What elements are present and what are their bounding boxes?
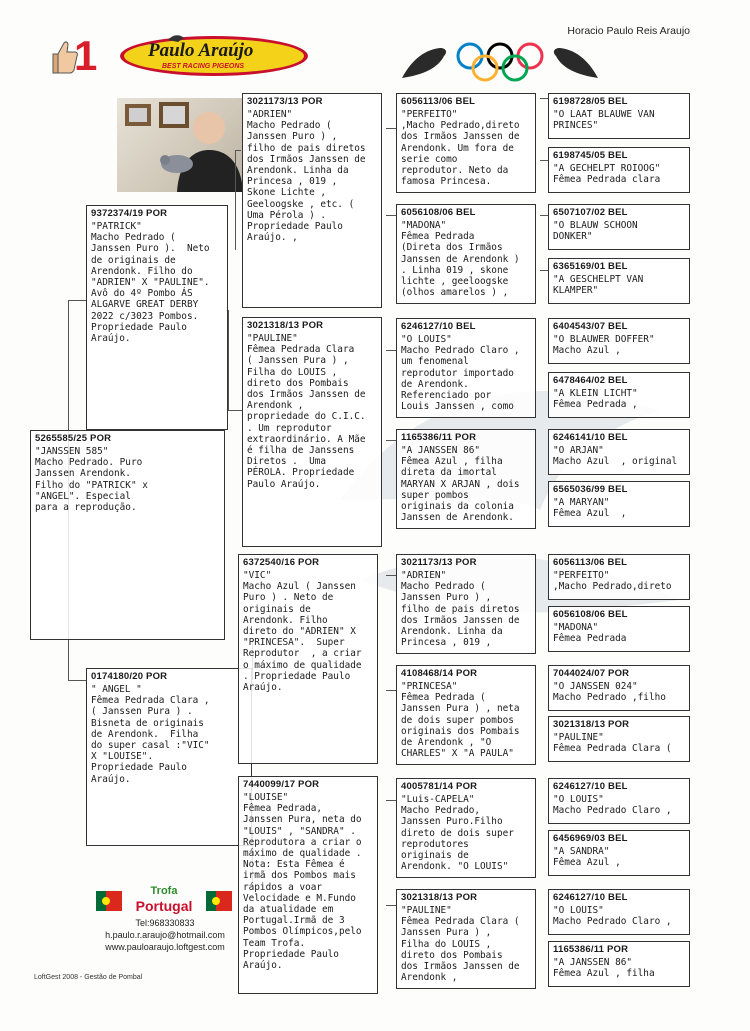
pigeon-description: "JANSSEN 585" Macho Pedrado. Puro Janssen Arendonk. Filho do "PATRICK" x "ANGEL". Especial para a reprodução.	[35, 446, 148, 514]
contact-website: www.pauloaraujo.loftgest.com	[105, 942, 225, 952]
gen5-box	[548, 372, 690, 418]
ring-number: 6056108/06 BEL	[553, 609, 628, 620]
gen3-box	[238, 554, 378, 764]
club-banner	[96, 885, 232, 919]
ring-number: 3021318/13 POR	[401, 892, 478, 903]
ring-number: 6246127/10 BEL	[401, 321, 476, 332]
pigeon-description: "MADONA" Fêmea Pedrada (Direta dos Irmãos Janssen de Arendonk ) . Linha 019 , skone lichte , geeloogske (olhos amarelos ) ,	[401, 220, 520, 299]
connector	[540, 160, 548, 161]
pigeon-description: "A MARYAN" Fêmea Azul ,	[553, 497, 627, 520]
owner-with-pigeon-image	[117, 98, 243, 192]
ring-number: 6372540/16 POR	[243, 557, 320, 568]
pigeon-description: "MADONA" Fêmea Pedrada	[553, 622, 627, 645]
dam-box	[86, 668, 252, 846]
pigeon-description: "O LOUIS" Macho Pedrado Claro ,	[553, 905, 672, 928]
pigeon-description: "VIC" Macho Azul ( Janssen Puro ) . Neto de originais de Arendonk. Filho direto do "ADRIEN" X "PRINCESA". Super Reprodutor , a criar o máximo de qualidade . Propriedade Paulo Araújo.	[243, 570, 362, 694]
olympic-rings-icon	[400, 38, 600, 83]
gen5-box	[548, 204, 690, 250]
pigeon-description: "A GESCHELPT VAN KLAMPER"	[553, 274, 644, 297]
ring-number: 6565036/99 BEL	[553, 484, 628, 495]
gen3-box	[238, 776, 378, 994]
pigeon-left-icon	[402, 48, 446, 78]
ring-number: 3021318/13 POR	[553, 719, 630, 730]
gen5-box	[548, 481, 690, 527]
gen3-box	[242, 93, 382, 308]
gen4-box	[396, 93, 536, 193]
ring-number: 6246141/10 BEL	[553, 432, 628, 443]
ring-number: 4005781/14 POR	[401, 781, 478, 792]
gen4-box	[396, 204, 536, 304]
gen4-box	[396, 778, 536, 878]
club-country: Portugal	[135, 898, 193, 914]
ring-number: 6456969/03 BEL	[553, 833, 628, 844]
pigeon-description: "O BLAUW SCHOON DONKER"	[553, 220, 638, 243]
contact-email: h.paulo.r.araujo@hotmail.com	[105, 930, 225, 940]
pigeon-description: "Luis-CAPELA" Macho Pedrado, Janssen Puro.Filho direto de dois super reprodutores originais de Arendonk. "O LOUIS"	[401, 794, 514, 873]
gen5-box	[548, 716, 690, 762]
pigeon-description: "LOUISE" Fêmea Pedrada, Janssen Pura, neta do "LOUIS" , "SANDRA" . Reprodutora a criar o máximo de qualidade . Nota: Esta Fêmea é irmã dos Pombos mais rápidos a voar Velocidade e M.Fundo da atualidade em Portugal.Irmã de 3 Pombos Olímpicos,pelo Team Trofa. Propriedade Paulo Araújo.	[243, 792, 362, 972]
gen5-box	[548, 941, 690, 987]
rank-one-logo	[52, 32, 102, 79]
ring-number: 6365169/01 BEL	[553, 261, 628, 272]
gen5-box	[548, 429, 690, 475]
pigeon-description: "A JANSSEN 86" Fêmea Azul , filha direta da imortal MARYAN X ARJAN , dois super pombos originais da colonia Janssen de Arendonk.	[401, 445, 520, 524]
gen4-box	[396, 889, 536, 989]
ring-number: 6507107/02 BEL	[553, 207, 628, 218]
ring-number: 4108468/14 POR	[401, 668, 478, 679]
connector	[68, 680, 86, 681]
connector	[68, 300, 86, 301]
ring-number: 6246127/10 BEL	[553, 781, 628, 792]
club-city: Trofa	[150, 885, 178, 897]
ring-number: 1165386/11 POR	[553, 944, 629, 955]
gen5-box	[548, 889, 690, 935]
pigeon-description: "O JANSSEN 024" Macho Pedrado ,filho	[553, 681, 666, 704]
gen4-box	[396, 318, 536, 418]
connector	[540, 215, 548, 216]
sire-box	[86, 205, 228, 430]
brand-name: Paulo Araújo	[148, 40, 254, 61]
connector	[386, 905, 396, 906]
pigeon-description: "O LOUIS" Macho Pedrado Claro , um fenomenal reprodutor importado de Arendonk. Referenciado por Louis Janssen , como	[401, 334, 520, 413]
rank-number: 1	[74, 32, 98, 79]
pigeon-description: "PATRICK" Macho Pedrado ( Janssen Puro ). Neto de originais de Arendonk. Filho do "ADRIEN" X "PAULINE". Avô do 4º Pombo ÁS ALGARVE GREAT DERBY 2022 c/3023 Pombos. Propriedade Paulo Araújo.	[91, 221, 210, 345]
pigeon-description: "A GECHELPT ROIOOG" Fêmea Pedrada clara	[553, 163, 661, 186]
ring-number: 6056113/06 BEL	[401, 96, 476, 107]
gen5-box	[548, 665, 690, 711]
gen5-box	[548, 258, 690, 304]
gen5-box	[548, 830, 690, 876]
ring-number: 0174180/20 POR	[91, 671, 168, 682]
pigeon-description: "PERFEITO" ,Macho Pedrado,direto	[553, 570, 672, 593]
brand-tagline: BEST RACING PIGEONS	[162, 63, 245, 70]
ring-number: 1165386/11 POR	[401, 432, 477, 443]
pigeon-description: "PAULINE" Fêmea Pedrada Clara ( Janssen Pura ) , Filha do LOUIS , direto dos Pombais dos Irmãos Janssen de Arendonk , propriedade do C.I.C. . Um reprodutor extraordinário. A Mãe é filha de Janssens Diretos . Uma PÉROLA. Propriedade Paulo Araújo.	[247, 333, 366, 490]
gen5-box	[548, 606, 690, 652]
connector	[540, 98, 548, 99]
ring-number: 3021173/13 POR	[247, 96, 323, 107]
pigeon-description: "O BLAUWER DOFFER" Macho Azul ,	[553, 334, 655, 357]
pigeon-description: "PAULINE" Fêmea Pedrada Clara (	[553, 732, 672, 755]
gen5-box	[548, 778, 690, 824]
pigeon-description: "PRINCESA" Fêmea Pedrada ( Janssen Pura ) , neta de dois super pombos originais dos Pombais de Arendonk , "O CHARLES" X "A PAULA"	[401, 681, 520, 760]
olympic-pigeons-emblem	[400, 38, 600, 83]
pigeon-description: "A SANDRA" Fêmea Azul ,	[553, 846, 621, 869]
gen4-box	[396, 429, 536, 529]
owner-name: Horacio Paulo Reis Araujo	[567, 25, 690, 37]
pigeon-description: "O ARJAN" Macho Azul , original	[553, 445, 678, 468]
connector	[386, 215, 396, 216]
gen4-box	[396, 665, 536, 765]
pigeon-right-icon	[554, 48, 598, 78]
pigeon-description: "O LOUIS" Macho Pedrado Claro ,	[553, 794, 672, 817]
ring-number: 9372374/19 POR	[91, 208, 168, 219]
pigeon-description: "PERFEITO" ,Macho Pedrado,direto dos Irmãos Janssen de Arendonk. Um fora de serie como reprodutor. Neto da famosa Princesa.	[401, 109, 520, 188]
pigeon-description: "ADRIEN" Macho Pedrado ( Janssen Puro ) , filho de pais diretos dos Irmãos Janssen de Arendonk. Linha da Princesa , 019 ,	[401, 570, 520, 649]
brand-logo	[118, 30, 310, 78]
gen5-box	[548, 318, 690, 364]
pigeon-description: " ANGEL " Fêmea Pedrada Clara , ( Janssen Pura ) . Bisneta de originais de Arendonk. Filha do super casal :"VIC" X "LOUISE". Propriedade Paulo Araújo.	[91, 684, 210, 785]
ring-number: 7044024/07 POR	[553, 668, 630, 679]
pigeon-description: "A KLEIN LICHT" Fêmea Pedrada ,	[553, 388, 638, 411]
ring-number: 3021173/13 POR	[401, 557, 477, 568]
software-footer: LoftGest 2008 - Gestão de Pombal	[34, 974, 143, 981]
ring-number: 6478464/02 BEL	[553, 375, 628, 386]
pedigree-subject-box	[30, 430, 225, 640]
connector	[386, 128, 396, 129]
ring-number: 6404543/07 BEL	[553, 321, 628, 332]
connector	[386, 800, 396, 801]
connector	[228, 310, 229, 410]
connector	[386, 690, 396, 691]
contact-phone: Tel:968330833	[135, 918, 195, 928]
connector	[235, 150, 236, 250]
ring-number: 3021318/13 POR	[247, 320, 324, 331]
ring-number: 6056108/06 BEL	[401, 207, 476, 218]
pigeon-description: "O LAAT BLAUWE VAN PRINCES"	[553, 109, 655, 132]
connector	[540, 270, 548, 271]
connector	[386, 575, 396, 576]
gen5-box	[548, 147, 690, 193]
pigeon-description: "PAULINE" Fêmea Pedrada Clara ( Janssen Pura ) , Filha do LOUIS , direto dos Pombais dos Irmãos Janssen de Arendonk ,	[401, 905, 520, 984]
connector	[386, 440, 396, 441]
ring-number: 6056113/06 BEL	[553, 557, 628, 568]
connector	[386, 350, 396, 351]
gen3-box	[242, 317, 382, 547]
ring-number: 6198745/05 BEL	[553, 150, 628, 161]
gen5-box	[548, 93, 690, 139]
ring-number: 7440099/17 POR	[243, 779, 320, 790]
ring-number: 6246127/10 BEL	[553, 892, 628, 903]
connector	[235, 150, 241, 151]
ring-number: 6198728/05 BEL	[553, 96, 628, 107]
connector	[228, 410, 242, 411]
pigeon-description: "ADRIEN" Macho Pedrado ( Janssen Puro ) , filho de pais diretos dos Irmãos Janssen de Arendonk. Linha da Princesa , 019 , Skone Lichte , Geeloogske , etc. ( Uma Pérola ) . Propriedade Paulo Araújo. ,	[247, 109, 366, 244]
owner-photo	[117, 98, 243, 192]
gen5-box	[548, 554, 690, 600]
ring-number: 5265585/25 POR	[35, 433, 112, 444]
gen4-box	[396, 554, 536, 654]
pigeon-description: "A JANSSEN 86" Fêmea Azul , filha	[553, 957, 655, 980]
